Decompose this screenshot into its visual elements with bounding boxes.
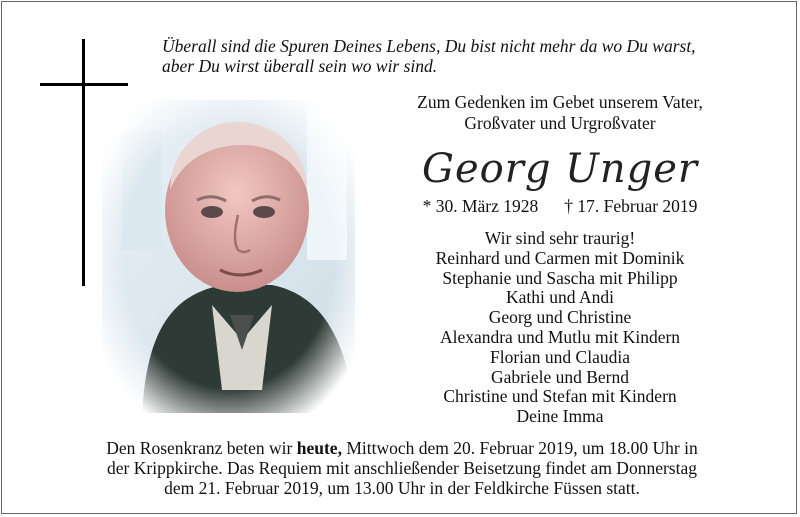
mourner-line: Georg und Christine	[488, 307, 632, 328]
death-date: † 17. Februar 2019	[564, 196, 698, 216]
verse-line-1: Überall sind die Spuren Deines Lebens, Du bist nicht mehr da wo Du warst,	[162, 36, 696, 56]
mourner-line: Florian und Claudia	[490, 346, 630, 367]
mourner-line: Deine Imma	[516, 406, 604, 427]
mourner-line: Reinhard und Carmen mit Dominik	[435, 247, 685, 268]
notice-text-end: Mittwoch dem 20. Februar 2019, um 18.00 Uhr in	[341, 438, 698, 458]
cross-vertical-bar	[82, 39, 85, 286]
birth-date: * 30. März 1928	[422, 196, 539, 216]
dedication-line-2: Großvater und Urgroßvater	[464, 113, 656, 133]
deceased-name: Georg Unger	[421, 146, 699, 192]
obituary-frame	[1, 1, 797, 514]
portrait-photo	[102, 100, 355, 413]
memorial-verse	[162, 36, 782, 76]
cross-horizontal-bar	[40, 83, 128, 86]
mourner-line: Christine und Stefan mit Kindern	[443, 386, 677, 407]
verse-line-2: aber Du wirst überall sein wo wir sind.	[162, 56, 438, 76]
notice-line-2: der Krippkirche. Das Requiem mit anschließender Beisetzung findet am Donnerstag	[107, 458, 697, 478]
dedication-line-1: Zum Gedenken im Gebet unserem Vater,	[417, 92, 703, 112]
mourner-line: Gabriele und Bernd	[490, 366, 629, 387]
mourner-line: Alexandra und Mutlu mit Kindern	[439, 326, 681, 347]
notice-text-start: Den Rosenkranz beten wir	[106, 438, 297, 458]
dedication	[360, 92, 760, 134]
portrait-illustration	[102, 100, 355, 413]
mourners-list	[360, 229, 760, 427]
life-dates	[360, 196, 760, 217]
notice-emphasis: heute,	[296, 438, 342, 458]
service-notice	[32, 438, 772, 498]
mourner-line: Stephanie und Sascha mit Philipp	[442, 267, 678, 288]
notice-line-1	[32, 438, 772, 458]
mourners-intro: Wir sind sehr traurig!	[484, 228, 636, 248]
mourner-line: Kathi und Andi	[506, 287, 614, 308]
notice-line-3: dem 21. Februar 2019, um 13.00 Uhr in der Feldkirche Füssen statt.	[164, 478, 640, 498]
